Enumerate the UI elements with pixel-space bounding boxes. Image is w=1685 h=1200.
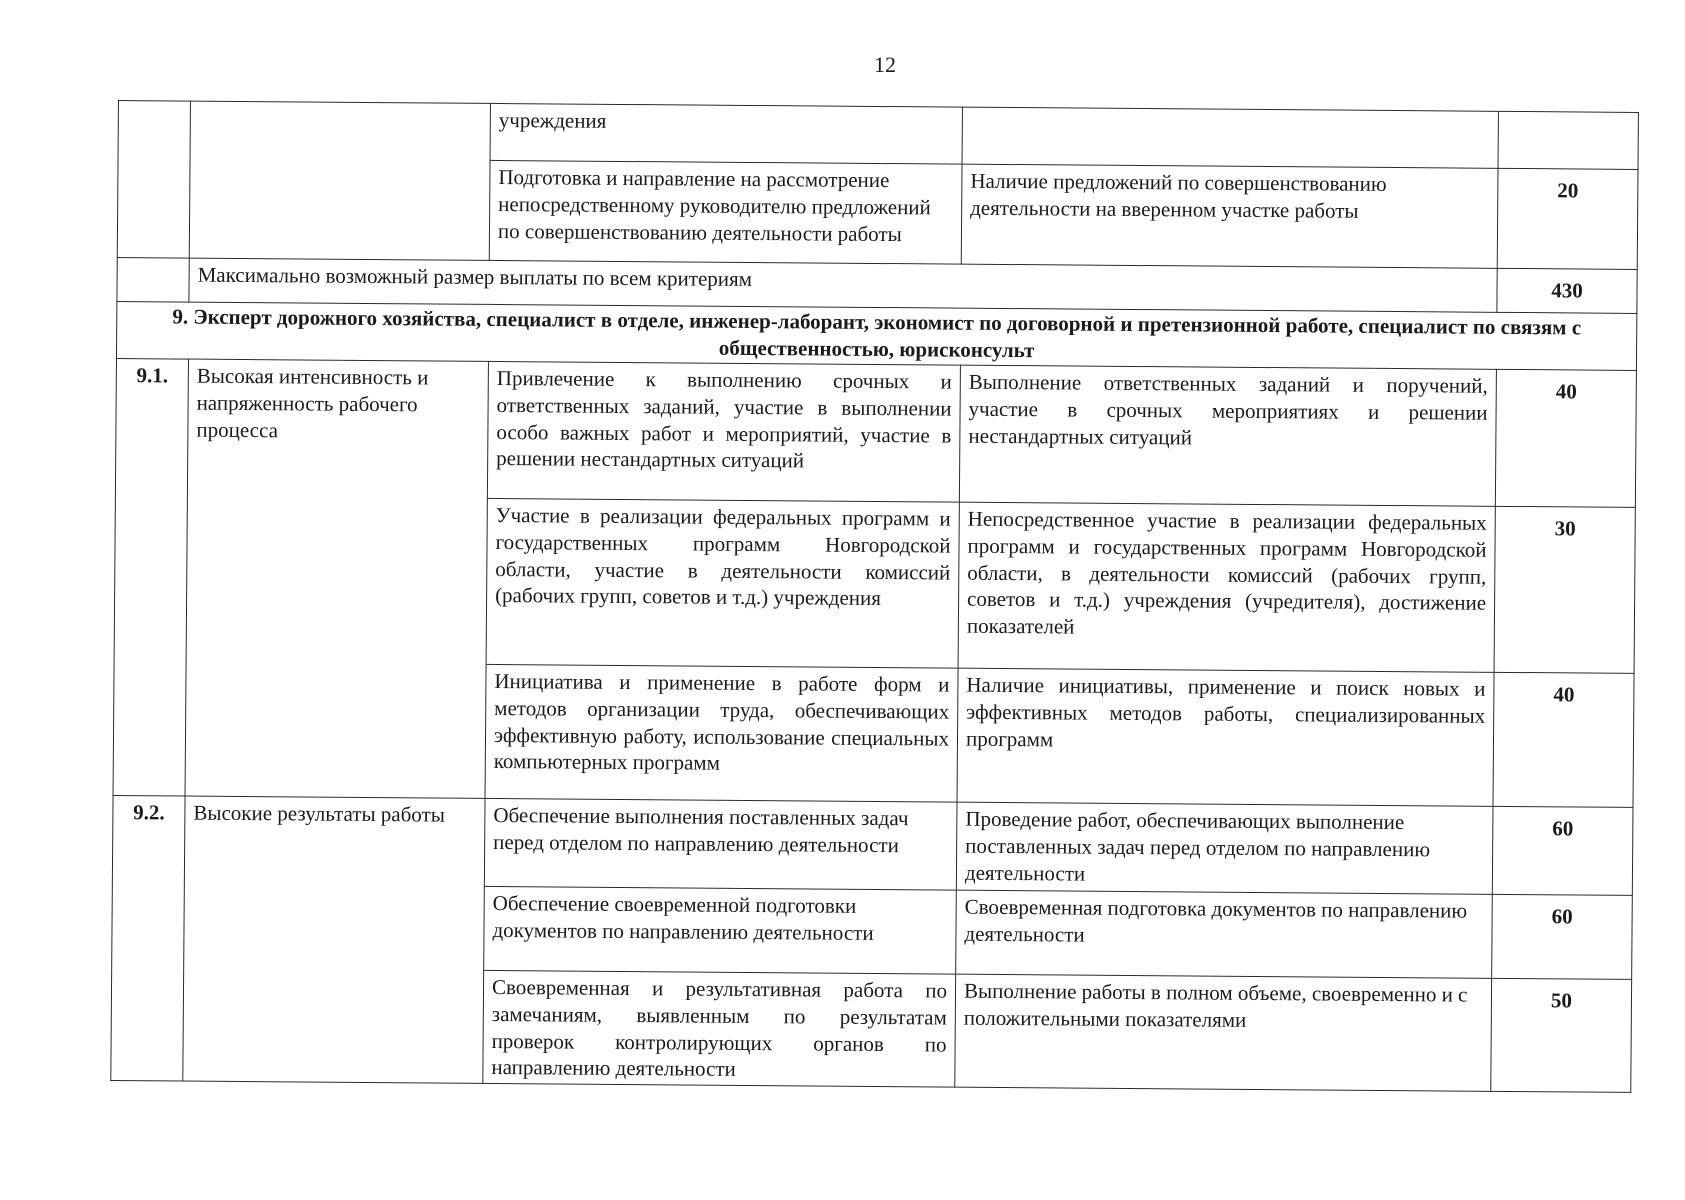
indicator-cell: Выполнение работы в полном объеме, своевременно и с положительными показателями: [955, 974, 1492, 1092]
criterion-cell: Своевременная и результативная работа по замечаниям, выявленным по результатам проверок контролирующих органов по направлению деятельности: [483, 970, 956, 1087]
indicator-cell: [962, 107, 1498, 168]
table-row: [118, 101, 1638, 170]
table-row: [112, 795, 1633, 895]
criterion-cell: учреждения: [490, 103, 962, 164]
criteria-table: [110, 100, 1639, 1093]
criterion-name-cell: [189, 101, 490, 260]
criterion-cell: Обеспечение своевременной подготовки документов по направлению деятельности: [484, 886, 957, 974]
page-number: 12: [874, 52, 896, 77]
indicator-cell: Наличие инициативы, применение и поиск новых и эффективных методов работы, специализированных программ: [957, 668, 1494, 806]
table-row: [115, 358, 1636, 507]
indicator-cell: Проведение работ, обеспечивающих выполнение поставленных задач перед отделом по направлению деятельности: [956, 802, 1493, 894]
indicator-cell: Наличие предложений по совершенствованию деятельности на вверенном участке работы: [961, 164, 1498, 268]
criterion-cell: Подготовка и направление на рассмотрение непосредственному руководителю предложений по совершенствованию деятельности работы: [489, 160, 962, 264]
group-name: Высокая интенсивность и напряженность рабочего процесса: [185, 359, 488, 798]
group-name: Высокие результаты работы: [183, 796, 485, 1084]
number-cell: [117, 257, 189, 302]
group-number: 9.1.: [113, 358, 188, 796]
criterion-cell: Привлечение к выполнению срочных и ответственных заданий, участие в выполнении особо важных работ и мероприятий, участие в решении нестандартных ситуаций: [487, 361, 960, 502]
indicator-cell: Непосредственное участие в реализации федеральных программ и государственных программ Новгородской области, в деятельности комиссий (рабочих групп, советов и т.д.) учреждения (учредителя), достижение показателей: [958, 502, 1495, 672]
max-payment-label: Максимально возможный размер выплаты по всем критериям: [189, 258, 1497, 312]
points-cell: 50: [1491, 978, 1632, 1093]
number-cell: [117, 101, 190, 259]
points-cell: 40: [1495, 369, 1636, 507]
points-cell: 20: [1497, 168, 1638, 269]
points-cell: [1498, 111, 1638, 169]
indicator-cell: Своевременная подготовка документов по направлению деятельности: [956, 890, 1493, 978]
criterion-cell: Участие в реализации федеральных программ и государственных программ Новгородской области, участие в деятельности комиссий (рабочих групп, советов и т.д.) учреждения: [486, 498, 959, 668]
criterion-cell: Инициатива и применение в работе форм и методов организации труда, обеспечивающих эффективную работу, использование специальных компьютерных программ: [485, 664, 958, 802]
points-cell: 40: [1493, 672, 1634, 807]
indicator-cell: Выполнение ответственных заданий и поручений, участие в срочных мероприятиях и решении нестандартных ситуаций: [959, 365, 1496, 506]
criterion-cell: Обеспечение выполнения поставленных задач перед отделом по направлению деятельности: [484, 798, 957, 890]
points-cell: 60: [1492, 806, 1633, 895]
group-number: 9.2.: [111, 795, 185, 1081]
points-cell: 60: [1492, 894, 1633, 979]
max-payment-points: 430: [1497, 268, 1637, 313]
points-cell: 30: [1494, 506, 1635, 673]
section-title: 9. Эксперт дорожного хозяйства, специалист в отделе, инженер-лаборант, экономист по договорной и претензионной работе, специалист по связям с общественностью, юрисконсульт: [116, 301, 1636, 370]
